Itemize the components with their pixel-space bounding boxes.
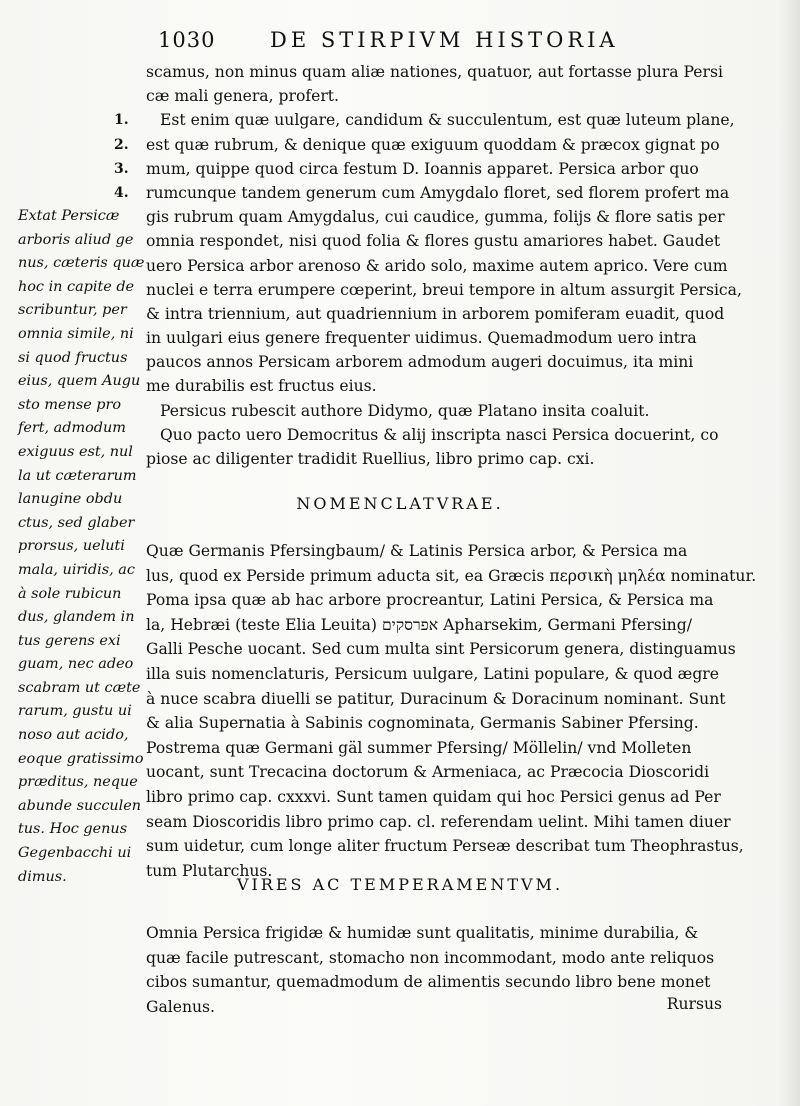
list-number-2: 2.	[114, 137, 129, 153]
text-line: cæ mali genera, profert.	[146, 87, 340, 106]
text-line: Quæ Germanis Pfersingbaum/ & Latinis Persica arbor, & Persica ma	[146, 542, 688, 560]
margin-line: scribuntur, per	[18, 302, 127, 319]
list-number-4: 4.	[114, 185, 129, 201]
text-line: lus, quod ex Perside primum aducta sit, ea Græcis περσικὴ μηλέα nominatur.	[146, 566, 757, 585]
text-line: Est enim quæ uulgare, candidum & succulentum, est quæ luteum plane,	[160, 111, 735, 130]
main-text-block	[146, 60, 766, 471]
margin-line: noso aut acido,	[18, 727, 129, 744]
text-line: nuclei e terra erumpere cœperint, breui tempore in altum assurgit Persica,	[146, 280, 742, 299]
text-line: Omnia Persica frigidæ & humidæ sunt qualitatis, minime durabilia, &	[146, 924, 699, 942]
margin-line: abunde succulen	[18, 797, 142, 814]
text-line: Galli Pesche uocant. Sed cum multa sint Persicorum genera, distinguamus	[146, 640, 736, 659]
margin-line: tus gerens exi	[18, 632, 121, 649]
text-line: cibos sumantur, quemadmodum de alimentis secundo libro bene monet	[146, 973, 711, 992]
margin-line: rarum, gustu ui	[18, 703, 132, 720]
page-edge-shadow	[778, 0, 800, 1106]
margin-line: Gegenbacchi ui	[18, 845, 132, 862]
margin-line: mala, uiridis, ac	[18, 561, 135, 578]
margin-line: fert, admodum	[18, 420, 126, 437]
list-number-3: 3.	[114, 161, 129, 177]
catchword: Rursus	[666, 995, 722, 1013]
text-line: libro primo cap. cxxxvi. Sunt tamen quidam qui hoc Persici genus ad Per	[146, 787, 721, 806]
list-number-1: 1.	[114, 112, 129, 128]
margin-line: eoque gratissimo	[18, 750, 144, 767]
text-line: Postrema quæ Germani gäl summer Pfersing/ Möllelin/ vnd Molleten	[146, 738, 692, 757]
margin-line: præditus, neque	[18, 774, 138, 791]
text-line: Persicus rubescit authore Didymo, quæ Platano insita coaluit.	[160, 401, 650, 420]
text-line: & alia Supernatia à Sabinis cognominata, Germanis Sabiner Pfersing.	[146, 714, 699, 733]
margin-line: eius, quem Augu	[18, 373, 141, 390]
margin-line: sto mense pro	[18, 396, 122, 413]
text-line: illa suis nomenclaturis, Persicum uulgare, Latini populare, & quod ægre	[146, 664, 719, 683]
section-heading-nomenclature: NOMENCLATVRAE.	[296, 494, 504, 513]
text-line: sum uidetur, cum longe aliter fructum Perseæ describat tum Theophrastus,	[146, 837, 744, 856]
text-line: quæ facile putrescant, stomacho non incommodant, modo ante reliquos	[146, 948, 715, 967]
margin-line: prorsus, ueluti	[18, 538, 125, 555]
text-line: piose ac diligenter tradidit Ruellius, libro primo cap. cxi.	[146, 450, 595, 468]
page-number: 1030	[158, 28, 216, 52]
margin-line: ctus, sed glaber	[18, 514, 135, 531]
margin-line: exiguus est, nul	[18, 443, 133, 460]
margin-line: nus, cæteris quæ	[18, 255, 145, 272]
text-line: la, Hebræi (teste Elia Leuita) אפרסקים Apharsekim, Germani Pfersing/	[146, 615, 692, 634]
nomenclature-text-block	[146, 539, 766, 883]
text-line: seam Dioscoridis libro primo cap. cl. referendam uelint. Mihi tamen diuer	[146, 812, 731, 831]
text-line: & intra triennium, aut quadriennium in arborem pomiferam euadit, quod	[146, 304, 725, 323]
margin-line: arboris aliud ge	[18, 231, 134, 248]
text-line: Poma ipsa quæ ab hac arbore procreantur, Latini Persica, & Persica ma	[146, 591, 714, 610]
text-line: uocant, sunt Trecacina doctorum & Armeniaca, ac Præcocia Dioscoridi	[146, 763, 710, 782]
margin-line: à sole rubicun	[18, 585, 122, 602]
text-line: Galenus.	[146, 997, 216, 1016]
margin-note	[18, 205, 150, 889]
text-line: est quæ rubrum, & denique quæ exiguum quoddam & præcox gignat po	[146, 135, 720, 154]
page-header	[0, 28, 800, 54]
margin-line: guam, nec adeo	[18, 656, 134, 673]
text-line: omnia respondet, nisi quod folia & flores gustu amariores habet. Gaudet	[146, 232, 721, 251]
margin-line: tus. Hoc genus	[18, 821, 128, 838]
running-title: DE STIRPIVM HISTORIA	[270, 28, 619, 52]
text-line: uero Persica arbor arenoso & arido solo, maxime autem aprico. Vere cum	[146, 256, 728, 275]
text-line: tum Plutarchus.	[146, 861, 273, 880]
margin-line: hoc in capite de	[18, 278, 135, 295]
margin-line: dus, glandem in	[18, 609, 135, 626]
margin-line: scabram ut cæte	[18, 679, 141, 696]
text-line: paucos annos Persicam arborem admodum augeri docuimus, ita mini	[146, 353, 694, 372]
margin-line: si quod fructus	[18, 349, 128, 366]
margin-line: Extat Persicæ	[18, 208, 120, 224]
margin-line: dimus.	[18, 868, 67, 885]
margin-line: lanugine obdu	[18, 491, 123, 508]
text-line: à nuce scabra diuelli se patitur, Duracinum & Doracinum nominant. Sunt	[146, 689, 726, 708]
text-line: gis rubrum quam Amygdalus, cui caudice, gumma, folijs & flore satis per	[146, 208, 725, 227]
text-line: mum, quippe quod circa festum D. Ioannis apparet. Persica arbor quo	[146, 159, 699, 178]
text-line: in uulgari eius genere frequenter uidimus. Quemadmodum uero intra	[146, 329, 697, 348]
text-line: Quo pacto uero Democritus & alij inscripta nasci Persica docuerint, co	[160, 425, 719, 444]
margin-line: omnia simile, ni	[18, 325, 134, 342]
text-line: scamus, non minus quam aliæ nationes, quatuor, aut fortasse plura Persi	[146, 63, 723, 81]
section-heading-vires: VIRES AC TEMPERAMENTVM.	[236, 875, 564, 894]
margin-line: la ut cæterarum	[18, 467, 137, 484]
text-line: me durabilis est fructus eius.	[146, 377, 377, 396]
text-line: rumcunque tandem generum cum Amygdalo floret, sed florem profert ma	[146, 183, 730, 202]
